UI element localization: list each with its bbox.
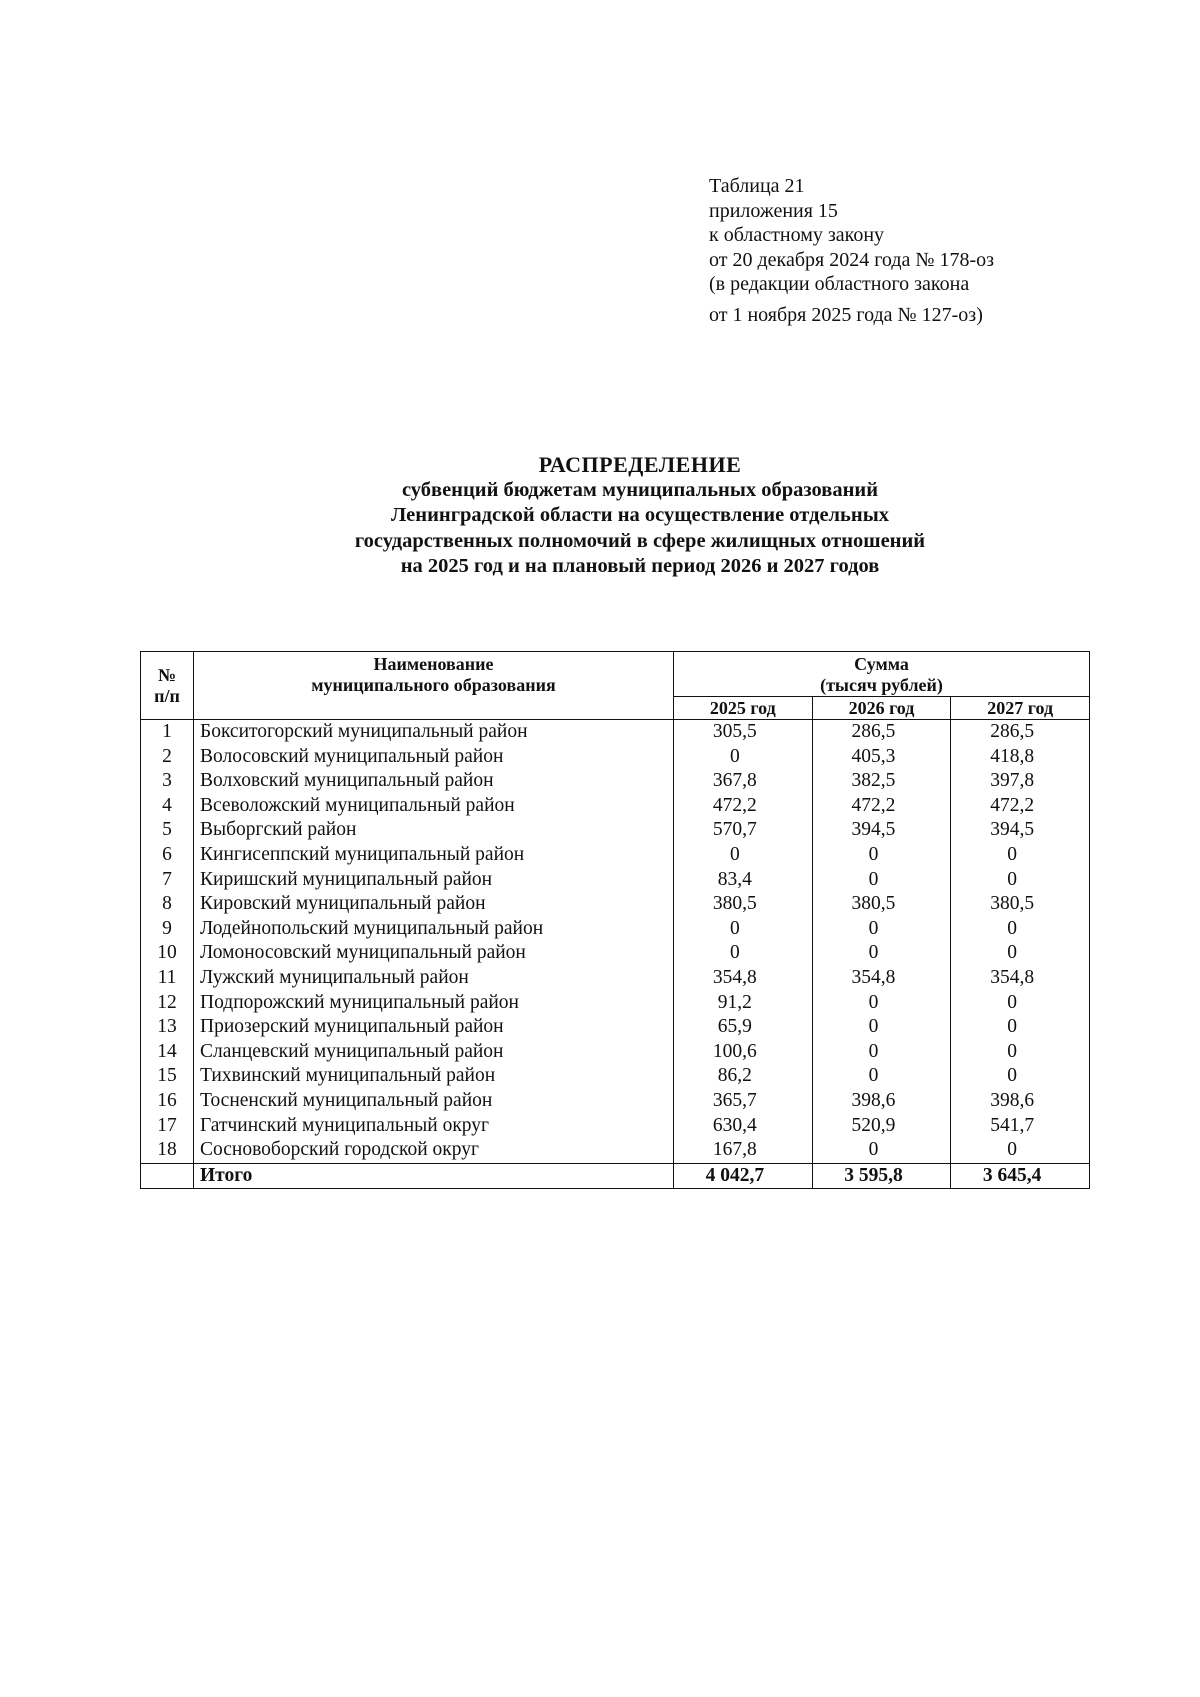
row-number: 18 — [141, 1138, 194, 1163]
table-row — [141, 917, 1090, 942]
total-row — [141, 1163, 1090, 1189]
row-number: 4 — [141, 794, 194, 819]
row-municipality: Лужский муниципальный район — [194, 966, 674, 991]
row-value-2025: 0 — [674, 941, 813, 966]
row-value-2027: 380,5 — [951, 892, 1090, 917]
table-row — [141, 1064, 1090, 1089]
row-value-2026: 0 — [812, 1138, 951, 1163]
row-number: 1 — [141, 720, 194, 745]
table-row — [141, 745, 1090, 770]
total-label: Итого — [194, 1163, 674, 1189]
row-municipality: Кингисеппский муниципальный район — [194, 843, 674, 868]
row-municipality: Сланцевский муниципальный район — [194, 1040, 674, 1065]
title-line: государственных полномочий в сфере жилищных отношений — [354, 529, 926, 552]
row-number: 7 — [141, 868, 194, 893]
row-value-2025: 0 — [674, 917, 813, 942]
row-value-2026: 398,6 — [812, 1089, 951, 1114]
row-value-2027: 0 — [951, 1064, 1090, 1089]
table-row — [141, 818, 1090, 843]
row-municipality: Приозерский муниципальный район — [194, 1015, 674, 1040]
row-number: 16 — [141, 1089, 194, 1114]
appendix-reference — [709, 174, 994, 327]
row-value-2027: 0 — [951, 1040, 1090, 1065]
row-municipality: Ломоносовский муниципальный район — [194, 941, 674, 966]
row-municipality: Тосненский муниципальный район — [194, 1089, 674, 1114]
row-number: 11 — [141, 966, 194, 991]
row-municipality: Всеволожский муниципальный район — [194, 794, 674, 819]
total-number — [141, 1163, 194, 1189]
header-number-line: № — [157, 664, 177, 685]
row-value-2026: 380,5 — [812, 892, 951, 917]
row-value-2026: 394,5 — [812, 818, 951, 843]
row-value-2025: 472,2 — [674, 794, 813, 819]
appendix-line: (в редакции областного закона — [709, 273, 970, 295]
row-value-2027: 394,5 — [951, 818, 1090, 843]
title-line: Ленинградской области на осуществление отдельных — [391, 504, 889, 526]
row-number: 3 — [141, 769, 194, 794]
header-name — [194, 652, 674, 720]
row-number: 15 — [141, 1064, 194, 1089]
table-header-row — [141, 652, 1090, 697]
row-value-2027: 354,8 — [951, 966, 1090, 991]
total-value-2025: 4 042,7 — [674, 1163, 813, 1189]
row-value-2025: 367,8 — [674, 769, 813, 794]
row-value-2026: 286,5 — [812, 720, 951, 745]
table-row — [141, 941, 1090, 966]
row-value-2026: 0 — [812, 1040, 951, 1065]
table-row — [141, 720, 1090, 745]
table-row — [141, 1015, 1090, 1040]
table-row — [141, 1114, 1090, 1139]
title-line: на 2025 год и на плановый период 2026 и 2027 годов — [400, 555, 880, 577]
row-value-2027: 0 — [951, 917, 1090, 942]
header-year-2027: 2027 год — [951, 697, 1090, 720]
table-row — [141, 1040, 1090, 1065]
row-value-2025: 86,2 — [674, 1064, 813, 1089]
document-title — [0, 452, 1200, 580]
row-value-2026: 520,9 — [812, 1114, 951, 1139]
header-number-line: п/п — [154, 685, 180, 706]
appendix-line: от 20 декабря 2024 года № 178-оз — [709, 248, 995, 271]
row-value-2027: 0 — [951, 1138, 1090, 1163]
row-value-2025: 365,7 — [674, 1089, 813, 1114]
row-number: 6 — [141, 843, 194, 868]
table-row — [141, 1089, 1090, 1114]
row-municipality: Кировский муниципальный район — [194, 892, 674, 917]
row-number: 5 — [141, 818, 194, 843]
table-row — [141, 794, 1090, 819]
row-value-2027: 0 — [951, 991, 1090, 1016]
appendix-line: приложения 15 — [709, 199, 838, 222]
row-number: 10 — [141, 941, 194, 966]
row-number: 13 — [141, 1015, 194, 1040]
row-value-2027: 0 — [951, 941, 1090, 966]
row-value-2026: 0 — [812, 843, 951, 868]
row-value-2025: 305,5 — [674, 720, 813, 745]
row-value-2025: 570,7 — [674, 818, 813, 843]
header-name-line: муниципального образования — [311, 675, 556, 695]
appendix-line: Таблица 21 — [709, 175, 805, 197]
row-municipality: Лодейнопольский муниципальный район — [194, 917, 674, 942]
row-value-2027: 0 — [951, 1015, 1090, 1040]
row-value-2027: 0 — [951, 843, 1090, 868]
row-value-2026: 0 — [812, 1015, 951, 1040]
row-value-2027: 0 — [951, 868, 1090, 893]
total-value-2026: 3 595,8 — [812, 1163, 951, 1189]
row-value-2027: 397,8 — [951, 769, 1090, 794]
table-row — [141, 769, 1090, 794]
table-row — [141, 843, 1090, 868]
row-number: 12 — [141, 991, 194, 1016]
table-body — [141, 720, 1090, 1189]
row-municipality: Подпорожский муниципальный район — [194, 991, 674, 1016]
row-value-2025: 167,8 — [674, 1138, 813, 1163]
row-municipality: Выборгский район — [194, 818, 674, 843]
table-row — [141, 966, 1090, 991]
row-municipality: Киришский муниципальный район — [194, 868, 674, 893]
row-municipality: Волосовский муниципальный район — [194, 745, 674, 770]
row-value-2027: 541,7 — [951, 1114, 1090, 1139]
row-municipality: Тихвинский муниципальный район — [194, 1064, 674, 1089]
row-number: 14 — [141, 1040, 194, 1065]
row-municipality: Гатчинский муниципальный округ — [194, 1114, 674, 1139]
row-municipality: Бокситогорский муниципальный район — [194, 720, 674, 745]
row-number: 9 — [141, 917, 194, 942]
row-number: 8 — [141, 892, 194, 917]
header-name-line: Наименование — [373, 654, 494, 674]
row-value-2027: 398,6 — [951, 1089, 1090, 1114]
table-row — [141, 868, 1090, 893]
row-municipality: Сосновоборский городской округ — [194, 1138, 674, 1163]
row-value-2027: 418,8 — [951, 745, 1090, 770]
row-value-2025: 65,9 — [674, 1015, 813, 1040]
row-number: 2 — [141, 745, 194, 770]
header-number — [141, 652, 194, 720]
row-value-2026: 0 — [812, 941, 951, 966]
table-row — [141, 991, 1090, 1016]
row-value-2026: 0 — [812, 1064, 951, 1089]
total-value-2027: 3 645,4 — [951, 1163, 1090, 1189]
row-value-2025: 0 — [674, 843, 813, 868]
row-value-2027: 286,5 — [951, 720, 1090, 745]
header-sum — [674, 652, 1090, 697]
row-value-2025: 0 — [674, 745, 813, 770]
title-main: РАСПРЕДЕЛЕНИЕ — [538, 452, 742, 477]
table-row — [141, 1138, 1090, 1163]
appendix-line: к областному закону — [709, 224, 885, 246]
row-value-2025: 91,2 — [674, 991, 813, 1016]
title-line: субвенций бюджетам муниципальных образований — [401, 478, 879, 501]
row-value-2026: 0 — [812, 868, 951, 893]
row-value-2025: 100,6 — [674, 1040, 813, 1065]
row-value-2025: 380,5 — [674, 892, 813, 917]
row-value-2026: 382,5 — [812, 769, 951, 794]
row-value-2026: 472,2 — [812, 794, 951, 819]
appendix-line: от 1 ноября 2025 года № 127-оз) — [709, 303, 983, 326]
row-value-2026: 354,8 — [812, 966, 951, 991]
row-value-2026: 0 — [812, 917, 951, 942]
row-value-2025: 630,4 — [674, 1114, 813, 1139]
row-value-2025: 354,8 — [674, 966, 813, 991]
subvention-table — [140, 651, 1090, 1189]
header-sum-line: (тысяч рублей) — [820, 675, 943, 695]
row-number: 17 — [141, 1114, 194, 1139]
header-year-2026: 2026 год — [812, 697, 951, 720]
row-value-2027: 472,2 — [951, 794, 1090, 819]
row-value-2026: 405,3 — [812, 745, 951, 770]
row-value-2026: 0 — [812, 991, 951, 1016]
row-value-2025: 83,4 — [674, 868, 813, 893]
header-sum-line: Сумма — [854, 654, 909, 674]
header-year-2025: 2025 год — [674, 697, 813, 720]
table-row — [141, 892, 1090, 917]
row-municipality: Волховский муниципальный район — [194, 769, 674, 794]
